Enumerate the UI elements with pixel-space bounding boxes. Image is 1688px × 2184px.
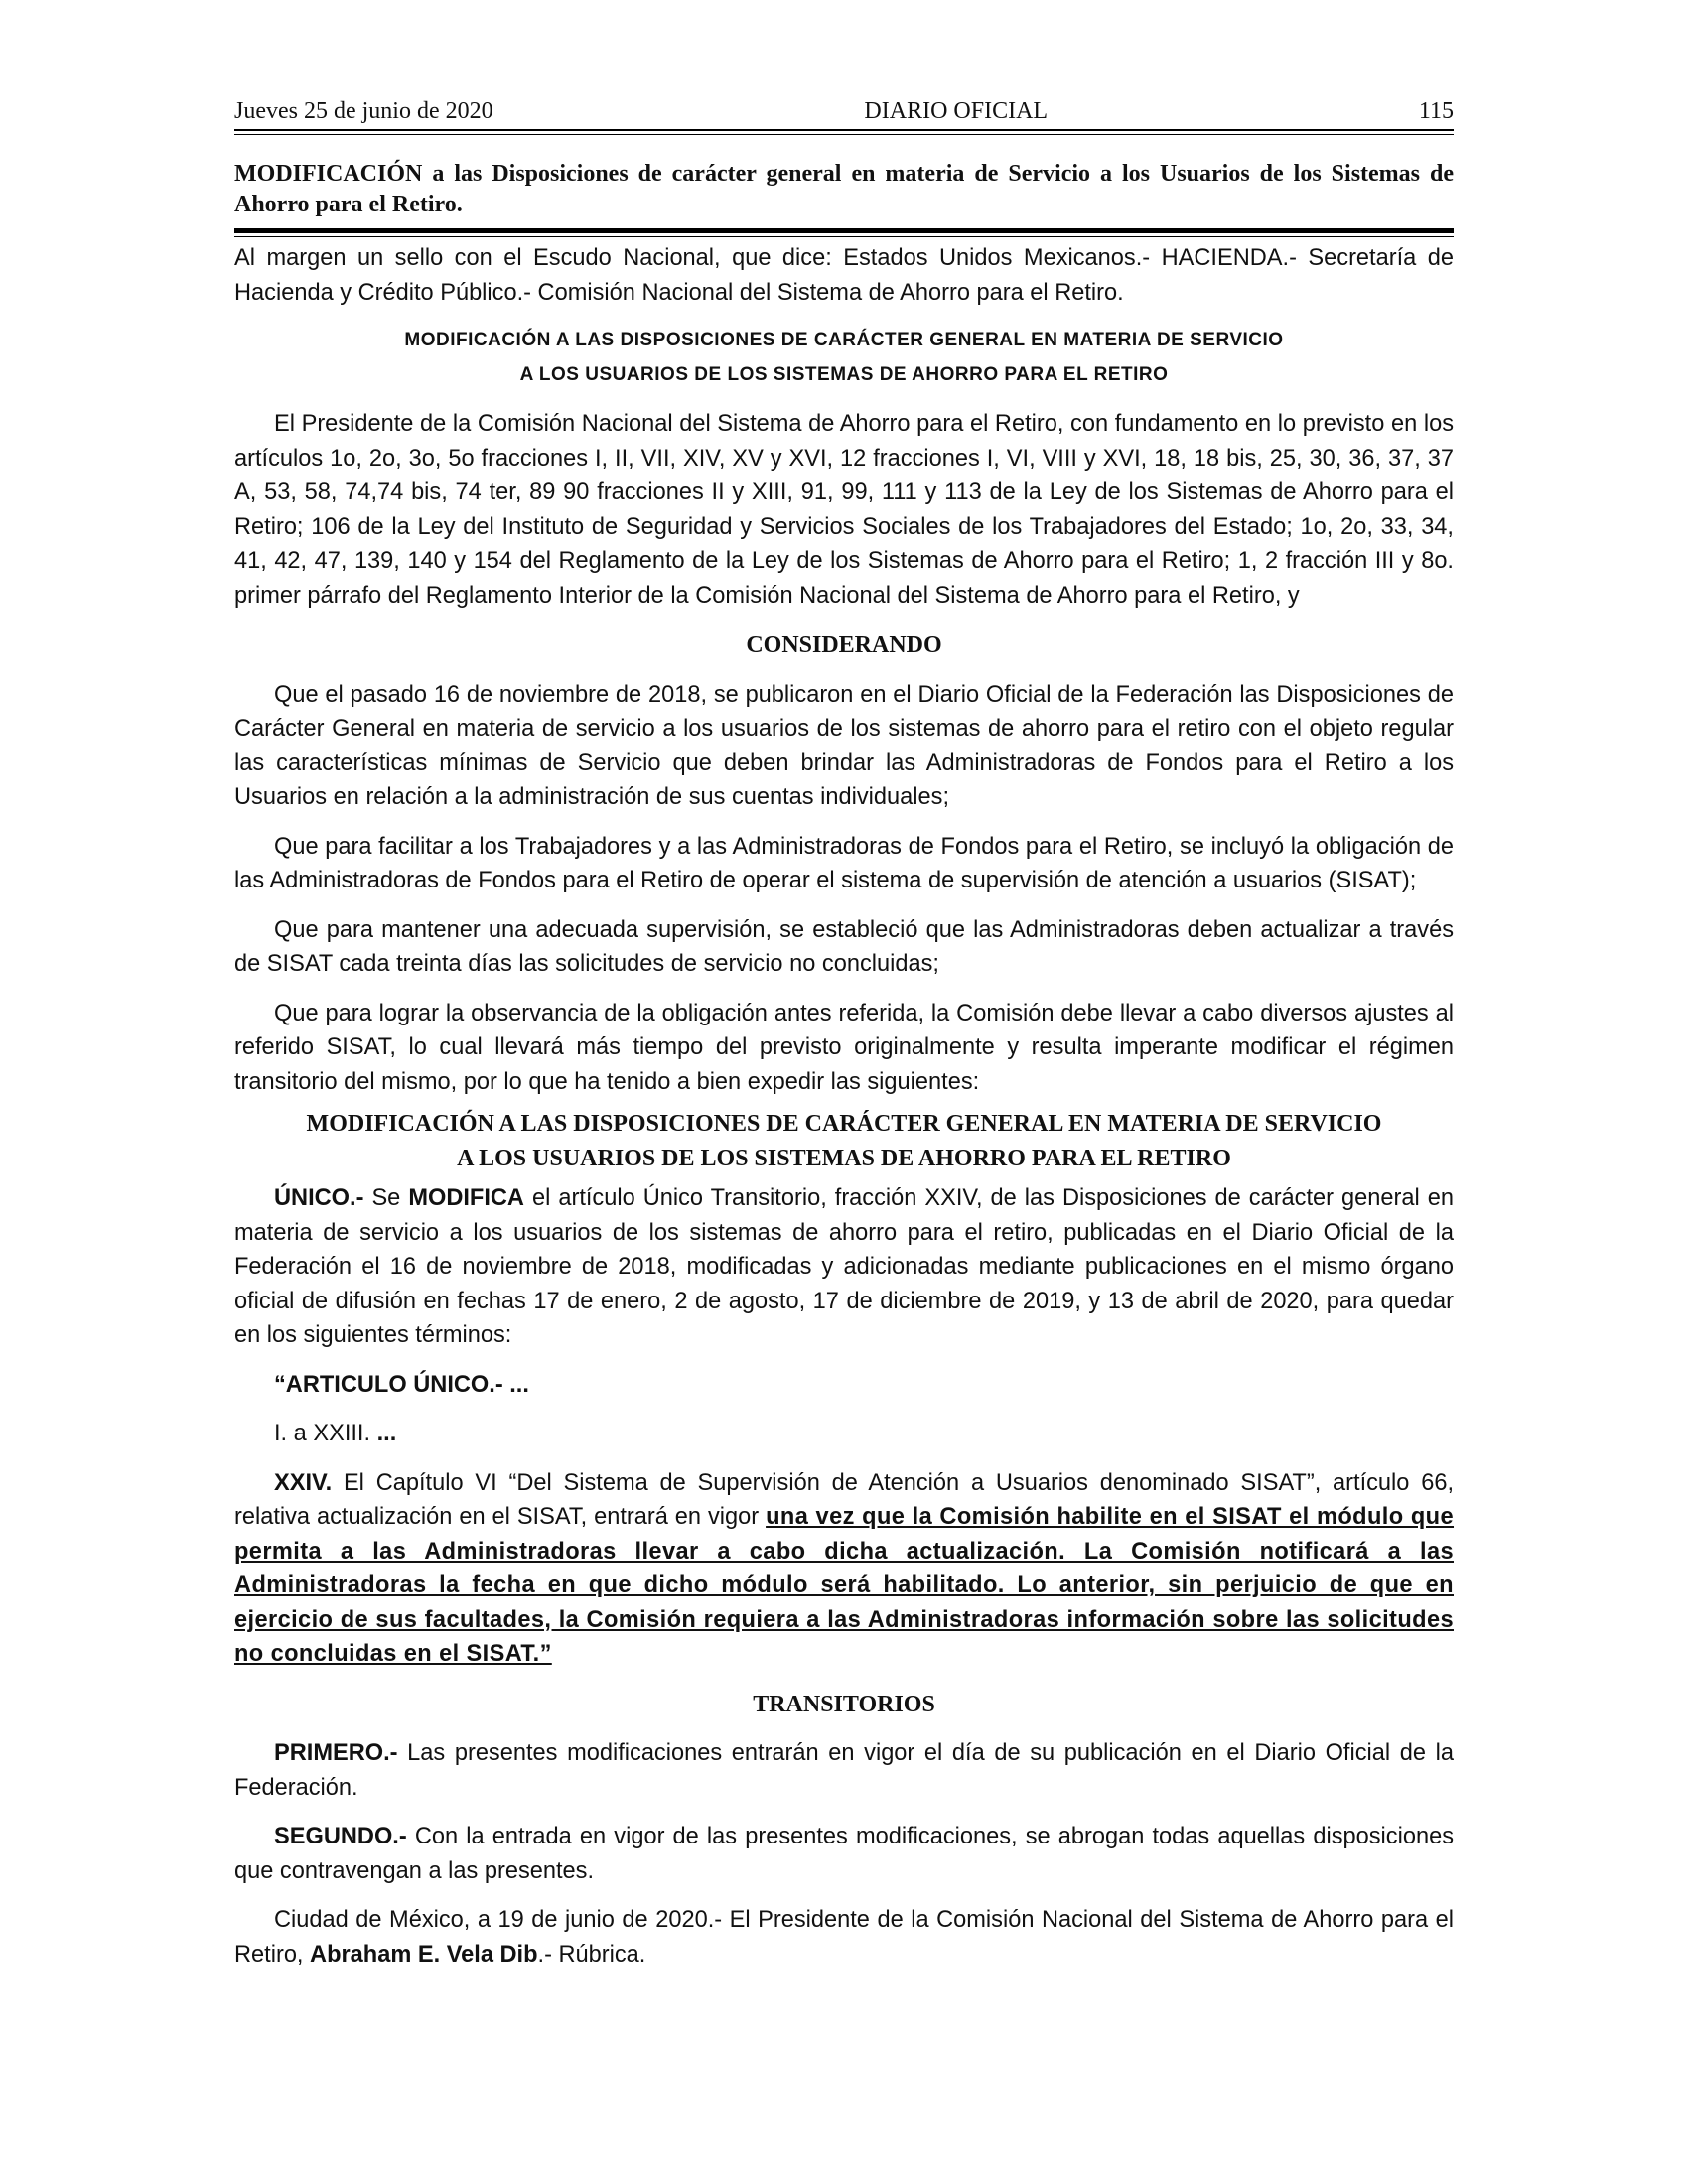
considerando-heading: CONSIDERANDO [746, 632, 942, 658]
signatory-name: Abraham E. Vela Dib [310, 1941, 538, 1968]
xxiv-underlined-text: una vez que la Comisión habilite en el SISAT el módulo que permita a las Administradoras llevar a cabo dicha actualización. La Comisión notificará a las Administradoras la fecha en que dicho módulo será habilitado. Lo anterior, sin perjuicio de que en ejercicio de sus facultades, la Comisión requiera a las Administradoras información sobre las solicitudes no concluidas en el SISAT.” [234, 1504, 1455, 1667]
unico-paragraph [234, 1181, 1454, 1353]
modification-heading [234, 1107, 1454, 1175]
title-rule [234, 228, 1454, 233]
unico-pre: Se [363, 1185, 409, 1211]
xxiv-text: El Capítulo VI “Del Sistema de Supervisión de Atención a Usuarios denominado SISAT”, artículo 66, relativa actualización en el SISAT, entrará en vigor [234, 1469, 1454, 1530]
considerando-paragraph: Que para mantener una adecuada supervisión, se estableció que las Administradoras deben actualizar a través de SISAT cada treinta días las solicitudes de servicio no concluidas; [234, 916, 1454, 977]
subtitle-line-1: MODIFICACIÓN A LAS DISPOSICIONES DE CARÁCTER GENERAL EN MATERIA DE SERVICIO [404, 330, 1284, 350]
unico-label: ÚNICO.- [274, 1185, 364, 1211]
header-rule [234, 129, 1454, 131]
header-rule-thin [234, 134, 1454, 135]
segundo-label: SEGUNDO.- [274, 1824, 407, 1849]
xxiv-label: XXIV. [274, 1469, 333, 1496]
header-publication: DIARIO OFICIAL [864, 98, 1049, 124]
subtitle [234, 324, 1454, 392]
document-page [234, 91, 1454, 1972]
primero-label: PRIMERO.- [274, 1740, 398, 1766]
primero-paragraph [234, 1736, 1454, 1805]
closing-pre: Ciudad de México, a 19 de junio de 2020.- El Presidente de la Comisión Nacional del Sistema de Ahorro para el Retiro, [234, 1907, 1454, 1968]
segundo-text: Con la entrada en vigor de las presentes modificaciones, se abrogan todas aquellas disposiciones que contravengan a las presentes. [234, 1824, 1454, 1884]
preamble-paragraph: El Presidente de la Comisión Nacional del Sistema de Ahorro para el Retiro, con fundamento en lo previsto en los artículos 1o, 2o, 3o, 5o fracciones I, II, VII, XIV, XV y XVI, 12 fracciones I, VI, VIII y XVI, 18, 18 bis, 25, 30, 36, 37, 37 A, 53, 58, 74,74 bis, 74 ter, 89 90 fracciones II y XIII, 91, 99, 111 y 113 de la Ley de los Sistemas de Ahorro para el Retiro; 106 de la Ley del Instituto de Seguridad y Servicios Sociales de los Trabajadores del Estado; 1o, 2o, 33, 34, 41, 42, 47, 139, 140 y 154 del Reglamento de la Ley de los Sistemas de Ahorro para el Retiro; 1, 2 fracción III y 8o. primer párrafo del Reglamento Interior de la Comisión Nacional del Sistema de Ahorro para el Retiro, y [234, 411, 1454, 609]
closing-post: .- Rúbrica. [537, 1941, 646, 1968]
segundo-paragraph [234, 1820, 1454, 1888]
fracciones-ellipsis: ... [370, 1421, 397, 1446]
running-header [234, 91, 1454, 125]
considerando-paragraph: Que para facilitar a los Trabajadores y a las Administradoras de Fondos para el Retiro, se incluyó la obligación de las Administradoras de Fondos para el Retiro de operar el sistema de supervisión de atención a usuarios (SISAT); [234, 833, 1454, 893]
fracciones-range [234, 1417, 1454, 1451]
considerando-paragraph: Que el pasado 16 de noviembre de 2018, se publicaron en el Diario Oficial de la Federación las Disposiciones de Carácter General en materia de servicio a los usuarios de los sistemas de ahorro para el retiro con el objeto regular las características mínimas de Servicio que deben brindar las Administradoras de Fondos para el Retiro a los Usuarios en relación a la administración de sus cuentas individuales; [234, 681, 1454, 810]
transitorios-heading: TRANSITORIOS [753, 1691, 935, 1717]
title-rule-thin [234, 236, 1454, 237]
modification-heading-line-1: MODIFICACIÓN A LAS DISPOSICIONES DE CARÁCTER GENERAL EN MATERIA DE SERVICIO [306, 1111, 1382, 1137]
subtitle-line-2: A LOS USUARIOS DE LOS SISTEMAS DE AHORRO PARA EL RETIRO [519, 363, 1169, 385]
unico-verb: MODIFICA [408, 1185, 524, 1211]
xxiv-paragraph [234, 1466, 1454, 1672]
modification-heading-line-2: A LOS USUARIOS DE LOS SISTEMAS DE AHORRO PARA EL RETIRO [457, 1145, 1231, 1171]
document-title: MODIFICACIÓN a las Disposiciones de carácter general en materia de Servicio a los Usuarios de los Sistemas de Ahorro para el Retiro. [234, 161, 1454, 217]
considerando-paragraph: Que para lograr la observancia de la obligación antes referida, la Comisión debe llevar a cabo diversos ajustes al referido SISAT, lo cual llevará más tiempo del previsto originalmente y resulta imperante modificar el régimen transitorio del mismo, por lo que ha tenido a bien expedir las siguientes: [234, 1000, 1454, 1095]
closing-paragraph [234, 1903, 1454, 1972]
primero-text: Las presentes modificaciones entrarán en vigor el día de su publicación en el Diario Oficial de la Federación. [234, 1740, 1454, 1801]
articulo-unico: “ARTICULO ÚNICO.- ... [274, 1371, 529, 1398]
unico-text: el artículo Único Transitorio, fracción XXIV, de las Disposiciones de carácter general en materia de servicio a los usuarios de los sistemas de ahorro para el retiro, publicadas en el Diario Oficial de la Federación el 16 de noviembre de 2018, modificadas y adicionadas mediante publicaciones en el mismo órgano oficial de difusión en fechas 17 de enero, 2 de agosto, 17 de diciembre de 2019, y 13 de abril de 2020, para quedar en los siguientes términos: [234, 1185, 1454, 1348]
header-page-number: 115 [1418, 98, 1454, 124]
seal-note: Al margen un sello con el Escudo Nacional, que dice: Estados Unidos Mexicanos.- HACIENDA.- Secretaría de Hacienda y Crédito Público.- Comisión Nacional del Sistema de Ahorro para el Retiro. [234, 245, 1454, 306]
fracciones-range-text: I. a XXIII. [274, 1421, 371, 1446]
header-date: Jueves 25 de junio de 2020 [234, 98, 493, 124]
